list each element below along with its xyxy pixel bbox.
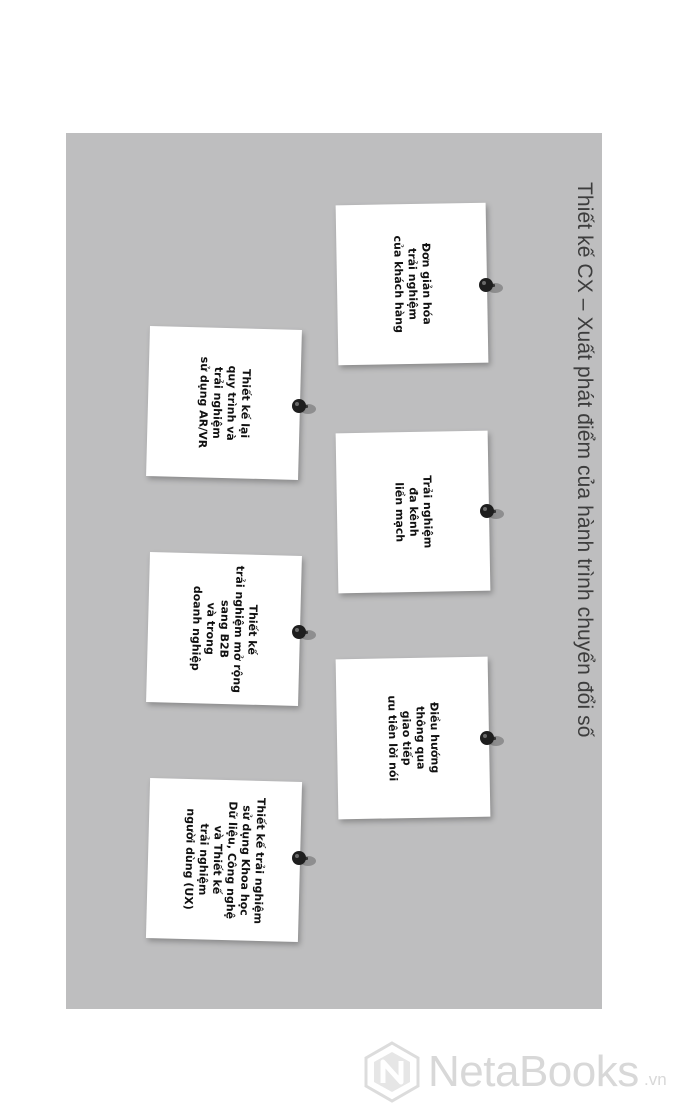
sticky-note-6: [146, 778, 302, 942]
sticky-note-text: Thiết kế lại quy trình và trải nghiệm sử dụng AR/VR: [195, 356, 253, 449]
sticky-note-text: Trải nghiệm đa kênh liền mạch: [392, 475, 435, 549]
pushpin-icon: [478, 501, 506, 523]
sticky-note-2: [146, 326, 302, 480]
pushpin-icon: [477, 275, 505, 297]
pushpin-icon: [290, 622, 318, 644]
sticky-note-text: Điều hướng thông qua giao tiếp ưu tiên lời nói: [385, 695, 442, 782]
sticky-note-text: Đơn giản hóa trải nghiệm của khách hàng: [391, 235, 434, 334]
pushpin-icon: [290, 396, 318, 418]
cork-board: [66, 133, 602, 1009]
watermark-brand: NetaBooks: [428, 1047, 639, 1096]
pushpin-icon: [290, 848, 318, 870]
sticky-note-3: [336, 431, 491, 594]
page-title: [572, 182, 596, 902]
watermark: [362, 1040, 692, 1106]
watermark-tld: .vn: [644, 1070, 667, 1089]
sticky-note-text: Thiết kế trải nghiệm mở rộng sang B2B và trong doanh nghiệp: [188, 565, 260, 694]
page-title-text: Thiết kế CX – Xuất phát điểm của hành trình chuyển đổi số: [573, 182, 596, 738]
netabooks-logo-icon: [362, 1040, 422, 1104]
sticky-note-1: [336, 203, 489, 366]
sticky-note-5: [336, 657, 491, 820]
sticky-note-text: Thiết kế trải nghiệm sử dụng Khoa học Dữ liệu, Công nghệ và Thiết kế trải nghiệm người dùng (UX): [181, 797, 268, 925]
sticky-note-4: [146, 552, 302, 706]
pushpin-icon: [478, 728, 506, 750]
